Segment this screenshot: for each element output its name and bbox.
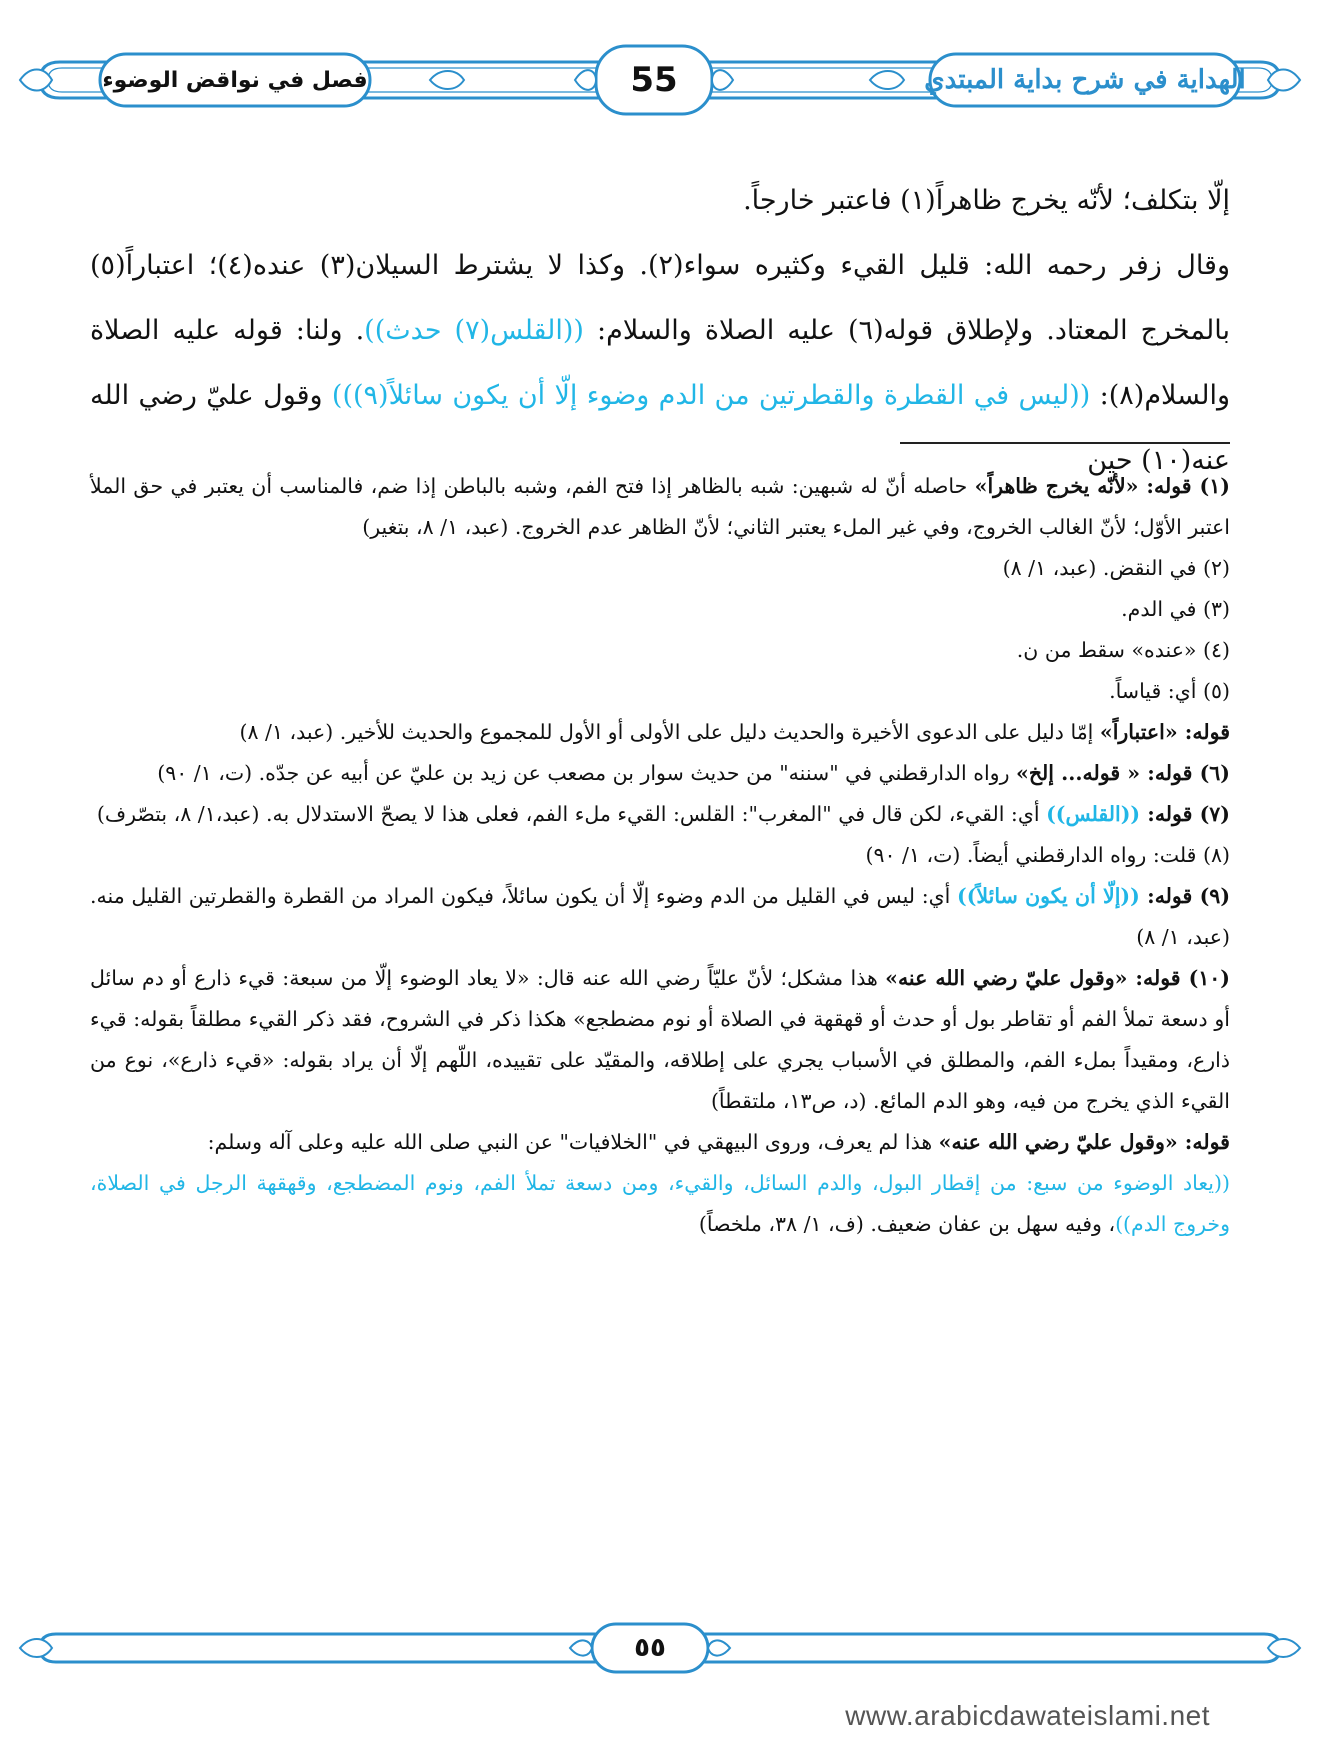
footnote-4: (٤) «عنده» سقط من ن. [1016, 638, 1230, 662]
footnote-text: هذا مشكل؛ لأنّ عليّاً رضي الله عنه قال: «لا يعاد الوضوء إلّا من سبعة: قيء ذارع أو دم سائل أو دسعة تملأ الفم أو تقاطر بول أو حدث أو قهقهة في الصلاة أو نوم مضطجع» هكذا ذكر في الشروح، فقد ذكر القيء مطلقاً بقوله: قيء ذارع، ومقيداً بملء الفم، والمطلق في الأسباب يجري على إطلاقه، والمقيّد على تقييده، اللّهم إلّا أن يراد بقوله: «قيء ذارع»، نوع من القيء الذي يخرج من فيه، وهو الدم المائع. (د، ص١٣، ملتقطاً) [90, 966, 1230, 1113]
footnote-label: (٧) قوله: [1147, 802, 1230, 826]
footnote-2: (٢) في النقض. (عبد، ١/ ٨) [1002, 556, 1230, 580]
footnote-text: حاصله أنّ له شبهين: شبه بالظاهر إذا فتح الفم، وشبه بالباطن إذا ضم، فالمناسب أن يعتبر في حق الملأ اعتبر الأوّل؛ لأنّ الغالب الخروج، وفي غير الملء يعتبر الثاني؛ لأنّ الظاهر عدم الخروج. (عبد، ١/ ٨، بتغير) [90, 474, 1230, 539]
footnote-6 [90, 753, 1230, 794]
page-header [0, 0, 1320, 170]
footnote-text: رواه الدارقطني في "سننه" من حديث سوار بن مصعب عن زيد بن عليّ عن أبيه عن جدّه. (ت، ١/ ٩٠) [157, 761, 1016, 785]
footnote-text: هذا لم يعرف، وروى البيهقي في "الخلافيات" عن النبي صلى الله عليه وعلى آله وسلم: [207, 1130, 939, 1154]
footnote-8: (٨) قلت: رواه الدارقطني أيضاً. (ت، ١/ ٩٠) [865, 843, 1230, 867]
footnote-5: (٥) أي: قياساً. [1109, 679, 1230, 703]
footnote-text: أي: ليس في القليل من الدم وضوء إلّا أن يكون سائلاً، فيكون المراد من القطرة والقطرتين القليل منه. (عبد، ١/ ٨) [90, 884, 1230, 949]
main-text-segment: وقال زفر رحمه الله: قليل القيء وكثيره سواء(٢). وكذا لا يشترط السيلان(٣) عنده(٤)؛ اعتباراً(٥) بالمخرج المعتاد. ولإطلاق قوله(٦) عليه الصلاة والسلام: [90, 250, 1230, 346]
main-paragraph-1: إلّا بتكلف؛ لأنّه يخرج ظاهراً(١) فاعتبر خارجاً. [743, 185, 1230, 216]
main-text-segment: وقول عليّ رضي الله عنه(١٠) حين [90, 380, 1230, 476]
footnote-label: (١٠) قوله: «وقول عليّ رضي الله عنه» [885, 966, 1230, 990]
hadith-quote: ((ليس في القطرة والقطرتين من الدم وضوء إلّا أن يكون سائلاً(٩))) [331, 380, 1091, 411]
main-paragraph-2 [90, 233, 1230, 493]
footnote-label: قوله: «اعتباراً» [1099, 720, 1230, 744]
chapter-title: فصل في نواقض الوضوء [102, 67, 368, 93]
header-page-number: 55 [630, 60, 678, 100]
main-text-segment: . ولنا: قوله عليه الصلاة والسلام(٨): [90, 315, 1230, 411]
footnote-label: (١) قوله: «لأنّه يخرج ظاهراً» [974, 474, 1230, 498]
footnote-text: ، وفيه سهل بن عفان ضعيف. (ف، ١/ ٣٨، ملخصاً) [698, 1212, 1116, 1236]
hadith-quote: ((القلس(٧) حدث)) [364, 315, 584, 346]
footnote-label: (٩) قوله: [1147, 884, 1231, 908]
footnote-text: أي: القيء، لكن قال في "المغرب": القلس: القيء ملء الفم، فعلى هذا لا يصحّ الاستدلال به. (عبد،١/ ٨، بتصّرف) [96, 802, 1047, 826]
footnote-3: (٣) في الدم. [1121, 597, 1230, 621]
footnote-5-comment [90, 712, 1230, 753]
footnote-10-hadith [90, 1163, 1230, 1245]
footnote-9 [90, 876, 1230, 958]
footer-page-number: ٥٥ [634, 1633, 666, 1663]
page-footer [0, 1600, 1320, 1751]
footnote-10 [90, 958, 1230, 1122]
main-text [90, 168, 1230, 493]
footnote-text: إمّا دليل على الدعوى الأخيرة والحديث دليل على الأولى أو الأول للمجموع والحديث للأخير. (عبد، ١/ ٨) [239, 720, 1100, 744]
book-title: الهداية في شرح بداية المبتدي [924, 65, 1246, 95]
footnote-label: (٦) قوله: « قوله... إلخ» [1016, 761, 1230, 785]
website-url: www.arabicdawateislami.net [845, 1700, 1210, 1731]
footnote-1 [90, 466, 1230, 548]
footnote-quote: ((القلس)) [1046, 802, 1148, 826]
footnote-label: قوله: «وقول عليّ رضي الله عنه» [938, 1130, 1230, 1154]
footnotes [90, 466, 1230, 1245]
footnote-10-comment [90, 1122, 1230, 1163]
footnote-quote: ((إلّا أن يكون سائلاً)) [957, 884, 1148, 908]
footnote-7 [90, 794, 1230, 835]
footnote-quote: ((يعاد الوضوء من سبع: من إقطار البول، والدم السائل، والقيء، ومن دسعة تملأ الفم، ونوم المضطجع، وقهقهة الرجل في الصلاة، وخروج الدم)) [90, 1171, 1230, 1236]
footnote-separator [900, 442, 1230, 444]
